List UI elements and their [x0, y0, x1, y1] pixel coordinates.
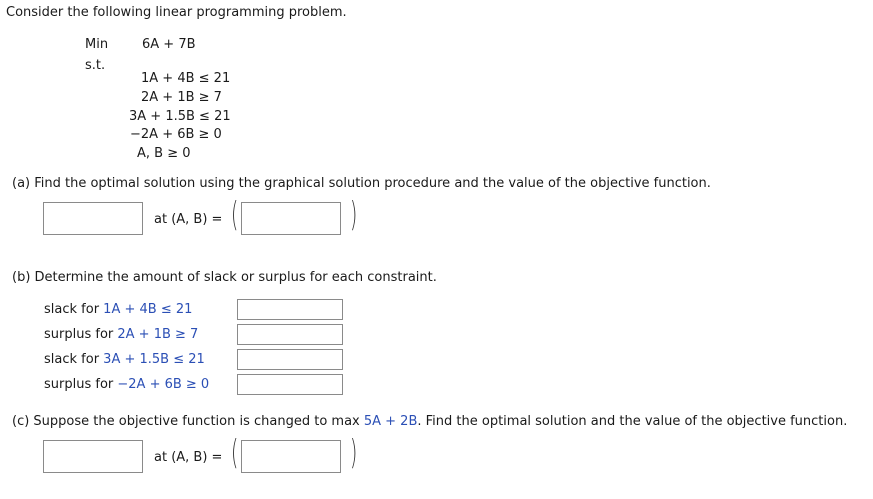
part-a-question: (a) Find the optimal solution using the graphical solution procedure and the value of the objective function. [12, 176, 711, 191]
slack-row-1-label: slack for 1A + 4B ≤ 21 [44, 302, 193, 317]
objective-sense: Min [85, 37, 109, 52]
left-paren: ( [231, 433, 239, 473]
constraint-1: 1A + 4B ≤ 21 [141, 71, 231, 86]
surplus-row-2-label: surplus for 2A + 1B ≥ 7 [44, 327, 199, 342]
part-a-objective-value-input[interactable] [43, 202, 143, 235]
part-a-solution-point-input[interactable] [241, 202, 341, 235]
part-c-question: (c) Suppose the objective function is changed to max 5A + 2B. Find the optimal solution and the value of the objective function. [12, 414, 848, 429]
subject-to-label: s.t. [85, 58, 106, 73]
slack-row-3-input[interactable] [237, 349, 343, 370]
problem-intro: Consider the following linear programming problem. [6, 5, 347, 20]
surplus-row-4-label: surplus for −2A + 6B ≥ 0 [44, 377, 210, 392]
right-paren: ) [350, 195, 358, 235]
part-c-at-label: at (A, B) = [154, 450, 223, 465]
slack-row-1-input[interactable] [237, 299, 343, 320]
objective-expression: 6A + 7B [142, 37, 196, 52]
constraint-3: 3A + 1.5B ≤ 21 [129, 109, 231, 124]
surplus-row-2-input[interactable] [237, 324, 343, 345]
left-paren: ( [231, 195, 239, 235]
constraint-2: 2A + 1B ≥ 7 [141, 90, 222, 105]
surplus-row-4-input[interactable] [237, 374, 343, 395]
part-c-solution-point-input[interactable] [241, 440, 341, 473]
right-paren: ) [350, 433, 358, 473]
part-b-question: (b) Determine the amount of slack or surplus for each constraint. [12, 270, 437, 285]
nonnegativity-constraint: A, B ≥ 0 [137, 146, 191, 161]
constraint-4: −2A + 6B ≥ 0 [130, 127, 222, 142]
slack-row-3-label: slack for 3A + 1.5B ≤ 21 [44, 352, 205, 367]
part-a-at-label: at (A, B) = [154, 212, 223, 227]
part-c-objective-value-input[interactable] [43, 440, 143, 473]
